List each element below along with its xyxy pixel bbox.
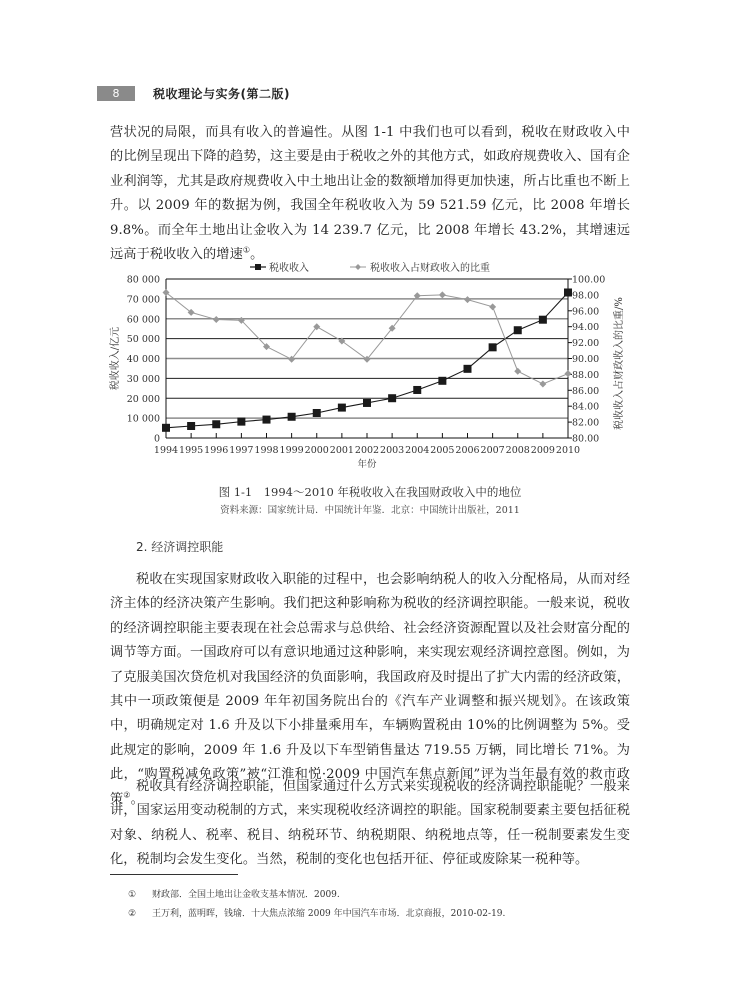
- footnote-mark: ②: [128, 909, 137, 919]
- data-point-tax-revenue: [288, 413, 296, 421]
- figure-source: 资料来源：国家统计局．中国统计年鉴．北京：中国统计出版社，2011: [220, 505, 520, 516]
- data-point-tax-revenue: [263, 416, 271, 424]
- y2-tick-label: 98.00: [572, 290, 600, 302]
- legend-label-tax-share: 税收收入占财政收入的比重: [370, 263, 490, 274]
- data-point-tax-revenue: [564, 288, 572, 296]
- chart-series: [162, 288, 572, 431]
- data-point-tax-revenue: [338, 404, 346, 412]
- y-tick-label: 10 000: [126, 413, 160, 425]
- y-tick-label: 20 000: [126, 393, 160, 405]
- x-tick-label: 2007: [480, 445, 505, 456]
- y-axis-title: 税收收入/亿元: [110, 326, 121, 391]
- data-point-tax-share: [213, 316, 220, 323]
- legend-label-tax-revenue: 税收收入: [269, 263, 309, 274]
- data-point-tax-share: [539, 380, 546, 387]
- data-point-tax-share: [489, 303, 496, 310]
- legend-marker-tax-share: [355, 264, 361, 270]
- footnote-mark: ①: [128, 890, 137, 900]
- x-tick-label: 1999: [279, 445, 304, 456]
- y2-tick-label: 94.00: [572, 322, 600, 334]
- footnote-ref-1[interactable]: ①: [242, 245, 251, 255]
- x-tick-label: 1994: [153, 445, 179, 456]
- footnote-divider: [110, 874, 238, 875]
- x-tick-label: 2008: [505, 445, 530, 456]
- y2-tick-label: 88.00: [572, 369, 600, 381]
- x-tick-label: 2004: [405, 445, 430, 456]
- data-point-tax-revenue: [539, 316, 547, 324]
- book-title: 税收理论与实务(第二版): [153, 86, 290, 101]
- y-tick-label: 50 000: [126, 334, 160, 346]
- data-point-tax-revenue: [413, 386, 421, 394]
- chart-labels: [108, 275, 625, 471]
- data-point-tax-revenue: [388, 394, 396, 402]
- data-point-tax-share: [439, 291, 446, 298]
- data-point-tax-revenue: [313, 409, 321, 417]
- data-point-tax-revenue: [212, 420, 220, 428]
- page-header: [97, 85, 290, 101]
- data-point-tax-revenue: [363, 399, 371, 407]
- x-tick-label: 1995: [179, 445, 204, 456]
- x-tick-label: 2002: [354, 445, 380, 456]
- y2-tick-label: 80.00: [572, 433, 600, 445]
- data-point-tax-share: [464, 296, 471, 303]
- data-point-tax-revenue: [237, 418, 245, 426]
- footnote-text: 王万利，蓝明晖，钱瑜．十大焦点浓缩 2009 年中国汽车市场．北京商报，2010-02-19.: [152, 909, 506, 919]
- footnotes: [128, 886, 505, 924]
- punctuation: 。: [250, 247, 264, 263]
- y-tick-label: 70 000: [126, 294, 160, 306]
- y2-tick-label: 90.00: [572, 354, 600, 365]
- y-tick-label: 60 000: [126, 314, 160, 326]
- data-point-tax-share: [514, 368, 521, 375]
- data-point-tax-revenue: [187, 422, 195, 430]
- paragraph-text: 营状况的局限，而具有收入的普遍性。从图 1-1 中我们也可以看到，税收在财政收入中的比例呈现出下降的趋势，这主要是由于税收之外的其他方式，如政府规费收入、国有企业利润等，尤其是政府规费收入中土地出让金的数额增加得更加快速，所占比重也不断上升。以 2009 年的数据为例，我国全年税收收入为 59 521.59 亿元，比 2008 年增长 9.8%。而全年土地出让金收入为 14 239.7 亿元，比 2008 年增长 43.2%，其增速远远高于税收收入的增速: [110, 125, 630, 263]
- x-tick-label: 2003: [380, 445, 405, 456]
- x-tick-label: 2001: [329, 445, 354, 456]
- x-tick-label: 2006: [455, 445, 480, 456]
- tax-revenue-chart: [100, 255, 640, 470]
- figure-caption: 图 1-1 1994～2010 年税收收入在我国财政收入中的地位: [218, 485, 522, 499]
- x-tick-label: 1996: [204, 445, 229, 456]
- data-point-tax-share: [565, 370, 572, 377]
- y2-tick-label: 96.00: [572, 306, 600, 318]
- y2-tick-label: 100.00: [572, 274, 606, 286]
- y-tick-label: 30 000: [126, 373, 160, 385]
- y-tick-label: 40 000: [126, 354, 160, 365]
- y2-tick-label: 82.00: [572, 417, 600, 429]
- section-heading: 2. 经济调控职能: [136, 540, 224, 554]
- y2-tick-label: 92.00: [572, 338, 600, 350]
- data-point-tax-revenue: [438, 377, 446, 385]
- x-tick-label: 2005: [430, 445, 455, 456]
- x-tick-label: 2009: [530, 445, 555, 456]
- footnote-ref-2[interactable]: ②: [123, 790, 131, 800]
- y2-tick-label: 86.00: [572, 385, 600, 397]
- x-tick-label: 2000: [304, 445, 329, 456]
- y-tick-label: 0: [153, 433, 160, 445]
- y2-axis-title: 税收收入占财政收入的比重/%: [614, 297, 625, 430]
- data-point-tax-revenue: [162, 424, 170, 432]
- footnote-item: [128, 905, 505, 924]
- footnote-text: 财政部．全国土地出让金收支基本情况．2009.: [152, 890, 340, 900]
- paragraph-tax-system: [110, 775, 630, 873]
- data-point-tax-revenue: [464, 365, 472, 373]
- y-tick-label: 80 000: [126, 274, 160, 286]
- punctuation: 。: [130, 791, 144, 807]
- page-number: 8: [97, 86, 135, 101]
- legend-marker-tax-revenue: [255, 264, 261, 270]
- x-tick-label: 1997: [229, 445, 254, 456]
- y2-tick-label: 84.00: [572, 401, 600, 413]
- paragraph-text: 税收在实现国家财政收入职能的过程中，也会影响纳税人的收入分配格局，从而对经济主体的经济决策产生影响。我们把这种影响称为税收的经济调控职能。一般来说，税收的经济调控职能主要表现在社会总需求与总供给、社会经济资源配置以及社会财富分配的调节等方面。一国政府可以有意识地通过这种影响，来实现宏观经济调控意图。例如，为了克服美国次贷危机对我国经济的负面影响，我国政府及时提出了扩大内需的经济政策，其中一项政策便是 2009 年年初国务院出台的《汽车产业调整和振兴规划》。在该政策中，明确规定对 1.6 升及以下小排量乘用车，车辆购置税由 10%的比例调整为 5%。受此规定的影响，2009 年 1.6 升及以下车型销售量达 719.55 万辆，同比增长 71%。为此，“购置税减免政策”被“江淮和悦·2009 中国汽车焦点新闻”评为当年最有效的救市政策: [110, 572, 630, 807]
- chart-legend: [250, 261, 490, 274]
- data-point-tax-revenue: [514, 326, 522, 334]
- x-tick-label: 1998: [254, 445, 279, 456]
- x-tick-label: 2010: [555, 445, 581, 456]
- paragraph-intro: [110, 121, 630, 267]
- paragraph-text: 税收具有经济调控职能，但国家通过什么方式来实现税收的经济调控职能呢？一般来讲，国家运用变动税制的方式，来实现税收经济调控的职能。国家税制要素主要包括征税对象、纳税人、税率、税目、纳税环节、纳税期限、纳税地点等，任一税制要素发生变化，税制均会发生变化。当然，税制的变化也包括开征、停征或废除某一税种等。: [110, 779, 630, 868]
- footnote-item: [128, 886, 505, 905]
- x-axis-title: 年份: [357, 459, 377, 470]
- data-point-tax-revenue: [489, 343, 497, 351]
